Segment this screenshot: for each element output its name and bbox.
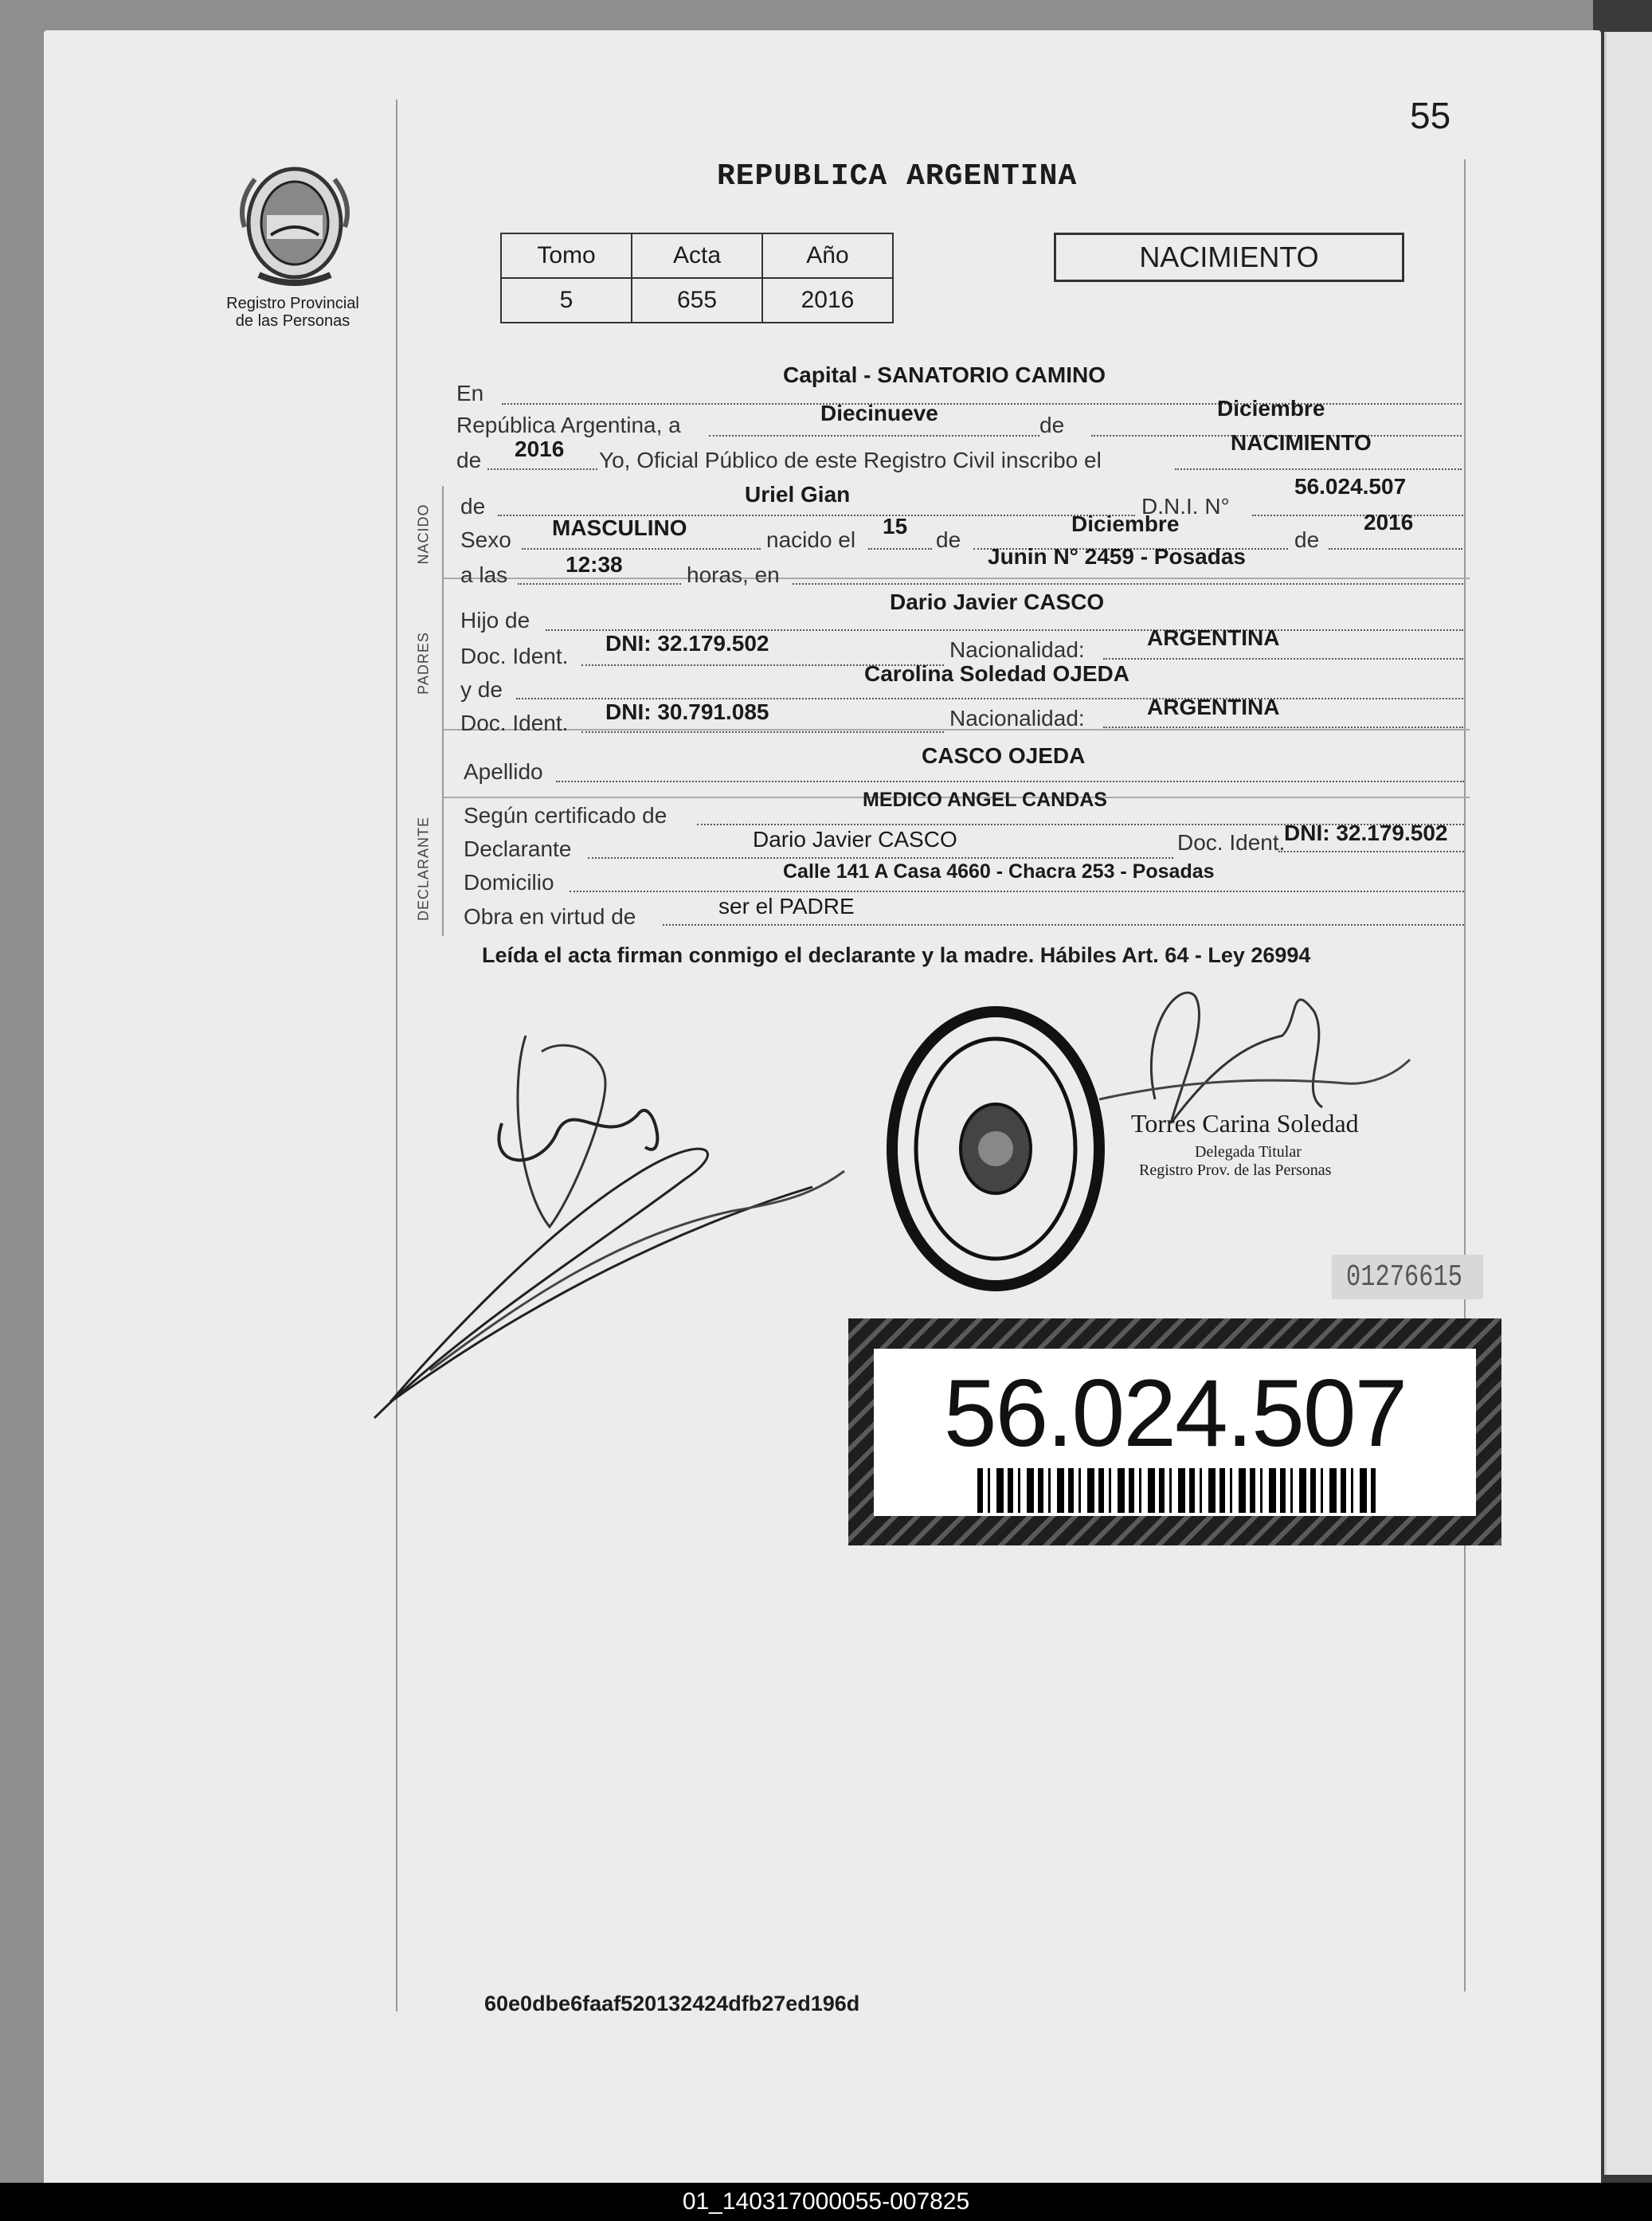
dia-value: Diecinueve (820, 401, 938, 425)
official-office: Registro Prov. de las Personas (1139, 1161, 1332, 1179)
nac-dia: 15 (883, 514, 908, 539)
dni-value: 56.024.507 (1294, 474, 1407, 499)
dotted-line (709, 435, 1039, 437)
madre-nacionalidad: ARGENTINA (1147, 695, 1280, 719)
dotted-line (522, 548, 761, 550)
closing-note: Leída el acta firman conmigo el declarante y la madre. Hábiles Art. 64 - Ley 26994 (482, 943, 1311, 967)
value-anio: 2016 (762, 278, 893, 323)
madre-nombre: Carolina Soledad OJEDA (864, 661, 1129, 686)
adjacent-page (1604, 32, 1652, 2175)
horas-label: horas, en (687, 562, 780, 587)
obra-label: Obra en virtud de (464, 904, 636, 929)
logo-caption (203, 295, 382, 330)
sticker-dni-number: 56.024.507 (943, 1360, 1407, 1467)
dotted-line (556, 781, 1464, 782)
side-label-nacido: NACIDO (415, 503, 432, 565)
nacionalidad-label: Nacionalidad: (949, 637, 1085, 662)
side-label-padres: PADRES (415, 632, 432, 695)
section-divider (442, 578, 1470, 579)
decl-doc-label: Doc. Ident. (1177, 830, 1286, 855)
hijo-label: Hijo de (460, 608, 530, 633)
dotted-line (1252, 515, 1463, 516)
header-tomo: Tomo (501, 233, 632, 278)
obra-value: ser el PADRE (718, 894, 855, 919)
registry-header-row (501, 233, 893, 278)
section-side-line (442, 486, 444, 936)
official-name: Torres Carina Soledad (1131, 1109, 1359, 1138)
declarante-value: Dario Javier CASCO (753, 827, 957, 852)
padre-doc: DNI: 32.179.502 (605, 631, 769, 656)
nacido-label: nacido el (766, 527, 856, 552)
decl-doc-value: DNI: 32.179.502 (1284, 821, 1448, 845)
header-acta: Acta (632, 233, 762, 278)
side-label-declarante: DECLARANTE (415, 816, 432, 922)
de3-label: de (460, 494, 486, 519)
dotted-line (1103, 658, 1463, 660)
declarante-label: Declarante (464, 836, 572, 861)
inscribo-value: NACIMIENTO (1231, 430, 1372, 455)
dotted-line (1329, 548, 1462, 550)
sexo-value: MASCULINO (552, 515, 687, 540)
dotted-line (581, 731, 944, 733)
certificado-value: MEDICO ANGEL CANDAS (863, 789, 1107, 811)
madre-doc: DNI: 30.791.085 (605, 699, 769, 724)
dotted-line (1175, 468, 1462, 470)
de2-label: de (456, 448, 482, 472)
domicilio-value: Calle 141 A Casa 4660 - Chacra 253 - Posadas (783, 860, 1215, 883)
value-acta: 655 (632, 278, 762, 323)
dotted-line (588, 857, 1173, 859)
registry-value-row (501, 278, 893, 323)
nac-anio: 2016 (1364, 510, 1414, 535)
dotted-line (518, 583, 681, 585)
nombre-value: Uriel Gian (745, 482, 851, 507)
sexo-label: Sexo (460, 527, 511, 552)
scan-footer: 01_140317000055-007825 (0, 2183, 1652, 2221)
header-anio: Año (762, 233, 893, 278)
barcode-icon (977, 1468, 1376, 1513)
yde-label: y de (460, 677, 503, 702)
doc-label-madre: Doc. Ident. (460, 711, 569, 735)
document-title: REPUBLICA ARGENTINA (717, 159, 1078, 194)
serial-number: 01276615 (1346, 1260, 1462, 1295)
page-number: 55 (1410, 95, 1451, 136)
domicilio-label: Domicilio (464, 870, 554, 895)
dotted-line (663, 924, 1464, 926)
padre-nombre: Dario Javier CASCO (890, 590, 1105, 614)
declarant-signature-icon (366, 988, 860, 1434)
registry-table (500, 233, 894, 323)
de5-label: de (1294, 527, 1320, 552)
anio-value: 2016 (515, 437, 565, 461)
de-label: de (1039, 413, 1065, 437)
dotted-line (1103, 727, 1463, 728)
padre-nacionalidad: ARGENTINA (1147, 625, 1280, 650)
logo-caption-line1: Registro Provincial (226, 295, 359, 312)
lugar-inscripcion: Capital - SANATORIO CAMINO (783, 362, 1106, 387)
dotted-line (793, 583, 1463, 585)
dotted-line (570, 891, 1464, 892)
dotted-line (1278, 851, 1464, 852)
official-role: Delegada Titular (1195, 1143, 1302, 1161)
en-label: En (456, 381, 484, 405)
alas-label: a las (460, 562, 508, 587)
dotted-line (487, 468, 597, 470)
value-tomo: 5 (501, 278, 632, 323)
dni-label: D.N.I. N° (1141, 494, 1230, 519)
document-hash: 60e0dbe6faaf520132424dfb27ed196d (484, 1992, 860, 2015)
apellido-value: CASCO OJEDA (922, 743, 1086, 768)
doc-label: Doc. Ident. (460, 644, 569, 668)
official-seal-icon (884, 1002, 1107, 1295)
lugar-nacimiento: Junin N° 2459 - Posadas (988, 544, 1246, 569)
dotted-line (868, 548, 932, 550)
right-margin-line (1464, 159, 1466, 1992)
republica-label: República Argentina, a (456, 413, 681, 437)
apellido-label: Apellido (464, 759, 543, 784)
de4-label: de (936, 527, 961, 552)
document-type-box: NACIMIENTO (1054, 233, 1404, 282)
certificado-label: Según certificado de (464, 803, 667, 828)
sticker-label (874, 1349, 1476, 1516)
coat-of-arms-icon (227, 155, 362, 291)
hora-value: 12:38 (566, 552, 623, 577)
nac-mes: Diciembre (1071, 511, 1180, 536)
mes-value: Diciembre (1217, 396, 1325, 421)
dni-sticker (848, 1318, 1501, 1545)
oficial-text: Yo, Oficial Público de este Registro Civil inscribo el (599, 448, 1102, 472)
nacionalidad-label-madre: Nacionalidad: (949, 706, 1085, 731)
logo-caption-line2: de las Personas (235, 312, 350, 330)
